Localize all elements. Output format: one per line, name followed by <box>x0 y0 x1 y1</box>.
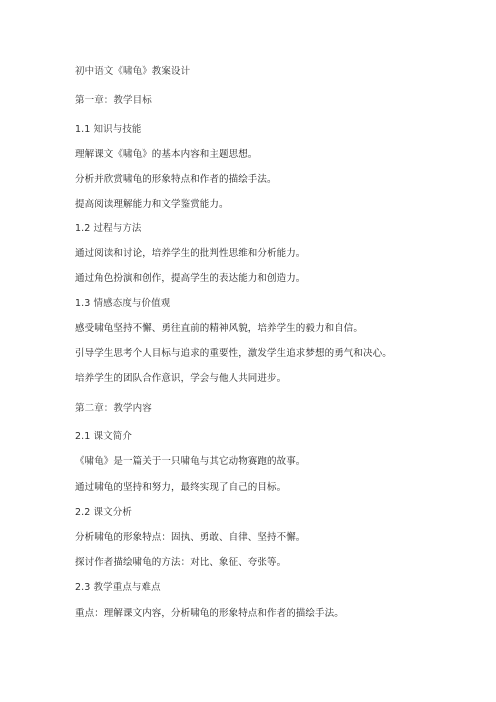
chapter-1-heading: 第一章：教学目标 <box>75 95 152 106</box>
chapter-2-heading: 第二章：教学内容 <box>75 403 152 414</box>
paragraph: 重点：理解课文内容，分析啸龟的形象特点和作者的描绘手法。 <box>75 608 344 619</box>
section-2-2-heading: 2.2 课文分析 <box>75 507 132 518</box>
paragraph: 理解课文《啸龟》的基本内容和主题思想。 <box>75 149 258 160</box>
paragraph: 探讨作者描绘啸龟的方法：对比、象征、夸张等。 <box>75 557 287 568</box>
paragraph: 《啸龟》是一篇关于一只啸龟与其它动物赛跑的故事。 <box>75 456 306 467</box>
section-2-1-heading: 2.1 课文简介 <box>75 431 132 442</box>
paragraph: 引导学生思考个人目标与追求的重要性，激发学生追求梦想的勇气和决心。 <box>75 348 392 359</box>
paragraph: 提高阅读理解能力和文学鉴赏能力。 <box>75 199 229 210</box>
paragraph: 培养学生的团队合作意识，学会与他人共同进步。 <box>75 373 287 384</box>
document-title: 初中语文《啸龟》教案设计 <box>75 66 191 77</box>
paragraph: 分析啸龟的形象特点：固执、勇敢、自律、坚持不懈。 <box>75 532 306 543</box>
paragraph: 通过啸龟的坚持和努力，最终实现了自己的目标。 <box>75 482 287 493</box>
section-1-3-heading: 1.3 情感态度与价值观 <box>75 298 171 309</box>
paragraph: 通过角色扮演和创作，提高学生的表达能力和创造力。 <box>75 273 306 284</box>
paragraph: 分析并欣赏啸龟的形象特点和作者的描绘手法。 <box>75 174 277 185</box>
paragraph: 通过阅读和讨论，培养学生的批判性思维和分析能力。 <box>75 248 306 259</box>
section-1-2-heading: 1.2 过程与方法 <box>75 223 142 234</box>
section-1-1-heading: 1.1 知识与技能 <box>75 124 142 135</box>
paragraph: 感受啸龟坚持不懈、勇往直前的精神风貌，培养学生的毅力和自信。 <box>75 323 364 334</box>
section-2-3-heading: 2.3 教学重点与难点 <box>75 582 161 593</box>
